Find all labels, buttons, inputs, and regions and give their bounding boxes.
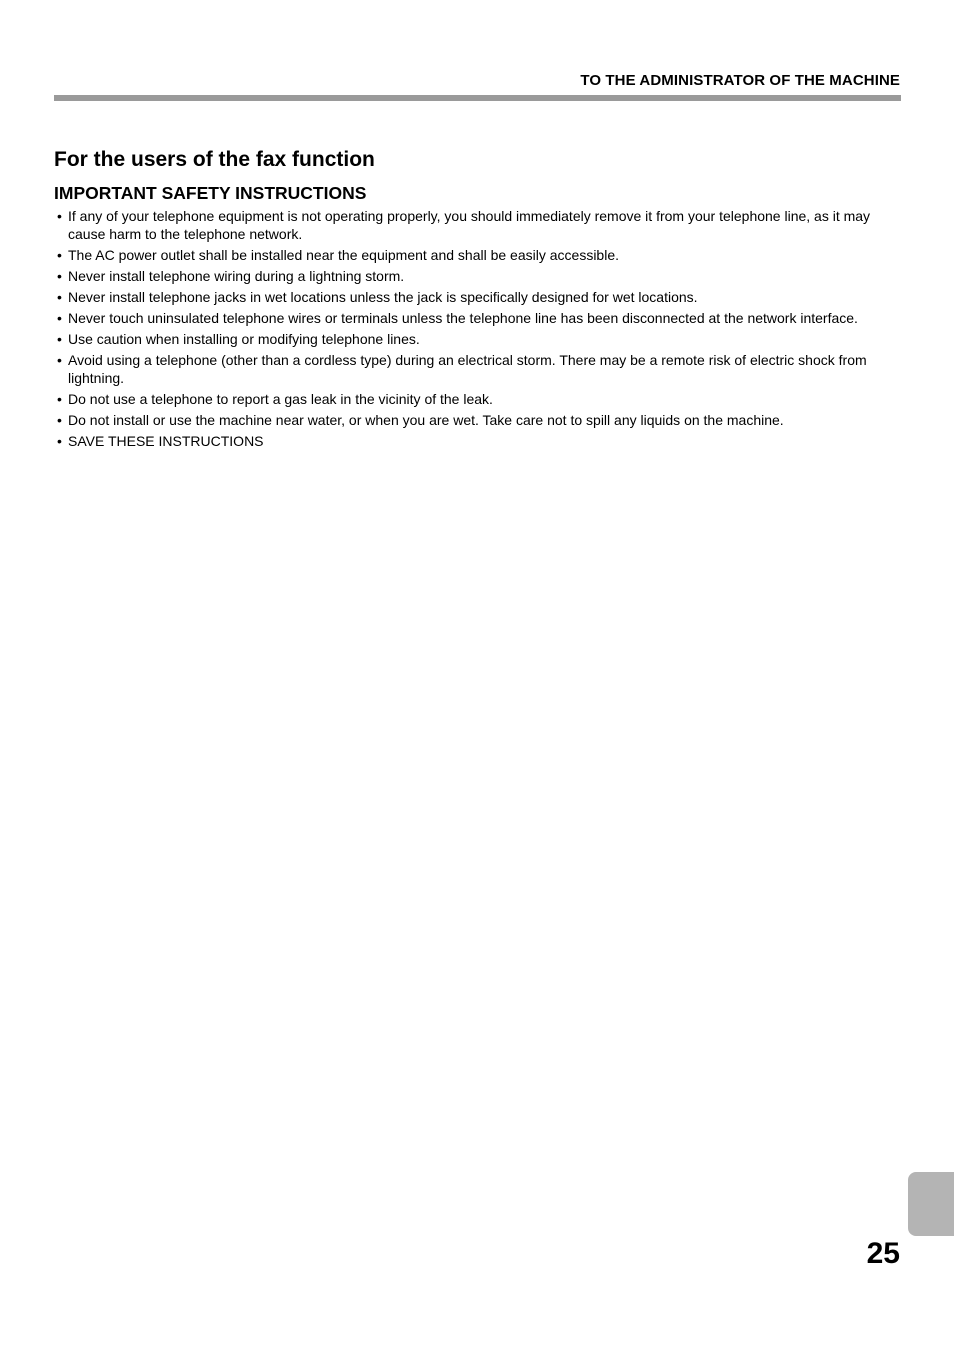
list-item-text: If any of your telephone equipment is not operating properly, you should immediately remove it from your telephone line, as it may cause harm to the telephone network. (68, 208, 871, 242)
list-item (56, 330, 901, 348)
bullet-icon: • (57, 412, 62, 428)
list-item (56, 288, 901, 306)
list-item (56, 411, 901, 429)
bullet-icon: • (57, 247, 62, 263)
list-item (56, 390, 901, 408)
bullet-icon: • (57, 289, 62, 305)
bullet-icon: • (57, 331, 62, 347)
bullet-icon: • (57, 352, 62, 368)
list-item-text: Use caution when installing or modifying telephone lines. (68, 331, 420, 347)
safety-instructions-list (56, 207, 901, 453)
list-item-text: Never touch uninsulated telephone wires or terminals unless the telephone line has been disconnected at the network interface. (68, 310, 858, 326)
list-item-text: Do not install or use the machine near water, or when you are wet. Take care not to spill any liquids on the machine. (68, 412, 784, 428)
running-header-title: TO THE ADMINISTRATOR OF THE MACHINE (580, 72, 900, 89)
header-rule (54, 95, 901, 101)
list-item (56, 309, 901, 327)
list-item (56, 432, 901, 450)
list-item-text: Do not use a telephone to report a gas leak in the vicinity of the leak. (68, 391, 493, 407)
section-title: For the users of the fax function (54, 148, 375, 171)
list-item (56, 351, 901, 387)
list-item-text: Never install telephone jacks in wet locations unless the jack is specifically designed for wet locations. (68, 289, 698, 305)
bullet-icon: • (57, 433, 62, 449)
bullet-icon: • (57, 391, 62, 407)
page-number: 25 (866, 1237, 900, 1270)
list-item-text: Avoid using a telephone (other than a cordless type) during an electrical storm. There may be a remote risk of electric shock from lightning. (68, 352, 867, 386)
chapter-side-tab (908, 1172, 954, 1236)
list-item (56, 267, 901, 285)
list-item-text: SAVE THESE INSTRUCTIONS (68, 433, 264, 449)
list-item (56, 207, 901, 243)
list-item-text: The AC power outlet shall be installed near the equipment and shall be easily accessible. (68, 247, 619, 263)
bullet-icon: • (57, 208, 62, 224)
list-item-text: Never install telephone wiring during a lightning storm. (68, 268, 405, 284)
bullet-icon: • (57, 310, 62, 326)
list-item (56, 246, 901, 264)
subsection-title: IMPORTANT SAFETY INSTRUCTIONS (54, 183, 367, 203)
bullet-icon: • (57, 268, 62, 284)
